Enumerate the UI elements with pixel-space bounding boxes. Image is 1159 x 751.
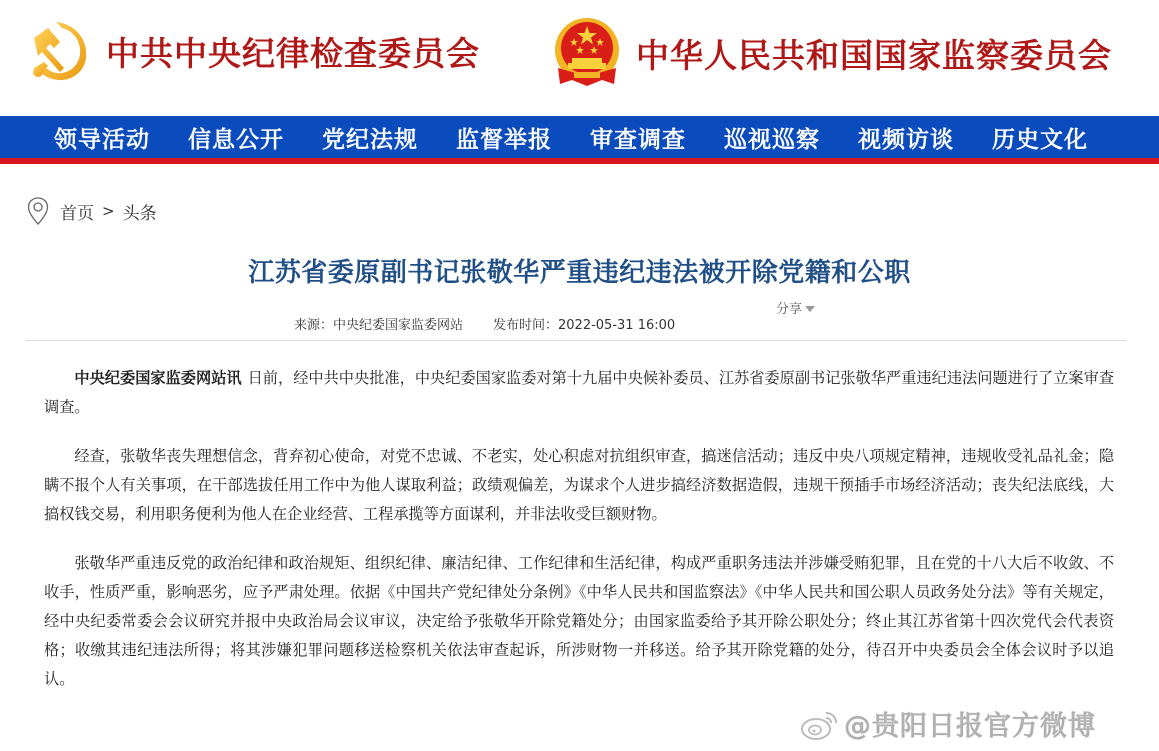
article-meta — [294, 314, 675, 333]
caret-down-icon — [805, 306, 815, 312]
article-body — [44, 364, 1114, 714]
ccdi-logo[interactable] — [26, 18, 480, 84]
party-emblem-icon — [26, 18, 92, 84]
paragraph-text: 经查，张敬华丧失理想信念，背弃初心使命，对党不忠诚、不老实，处心积虑对抗组织审查，搞迷信活动；违反中央八项规定精神，违规收受礼品礼金；隐瞒不报个人有关事项，在干部选拔任用工作中为他人谋取利益；政绩观偏差，为谋求个人进步搞经济数据造假，违规干预插手市场经济活动；丧失纪法底线，大搞权钱交易，利用职务便利为他人在企业经营、工程承揽等方面谋利，并非法收受巨额财物。 — [44, 447, 1114, 523]
nav-item-investigation[interactable]: 审查调查 — [590, 125, 686, 153]
nav-list — [54, 116, 1126, 158]
nav-item-history[interactable]: 历史文化 — [992, 125, 1088, 153]
paragraph-lead: 中央纪委国家监委网站讯 — [74, 369, 242, 387]
breadcrumb-separator: > — [102, 202, 115, 220]
nav-item-regulations[interactable]: 党纪法规 — [322, 125, 418, 153]
breadcrumb-current[interactable]: 头条 — [122, 203, 157, 224]
ccdi-org-name: 中共中央纪律检查委员会 — [106, 33, 480, 73]
meta-divider — [26, 340, 1126, 341]
article-paragraph — [44, 364, 1114, 422]
weibo-icon — [800, 707, 840, 741]
nsc-org-name: 中华人民共和国国家监察委员会 — [636, 35, 1112, 75]
national-emblem-icon — [552, 16, 622, 90]
nav-item-info-disclosure[interactable]: 信息公开 — [188, 125, 284, 153]
nav-item-leadership[interactable]: 领导活动 — [54, 125, 150, 153]
article-source: 来源：中央纪委国家监委网站 — [294, 318, 464, 333]
nsc-logo[interactable] — [552, 16, 1112, 90]
breadcrumb-home[interactable]: 首页 — [60, 203, 94, 224]
weibo-watermark — [800, 704, 1096, 743]
nav-item-report[interactable]: 监督举报 — [456, 125, 552, 153]
masthead — [0, 0, 1159, 116]
article-title: 江苏省委原副书记张敬华严重违纪违法被开除党籍和公职 — [248, 258, 911, 288]
nav-item-video[interactable]: 视频访谈 — [858, 125, 954, 153]
watermark-text: @贵阳日报官方微博 — [844, 711, 1096, 742]
article-publish-time: 发布时间：2022-05-31 16:00 — [493, 318, 676, 333]
paragraph-text: 日前，经中共中央批准，中央纪委国家监委对第十九届中央候补委员、江苏省委原副书记张敬华严重违纪违法问题进行了立案审查调查。 — [44, 369, 1115, 416]
nav-item-inspection[interactable]: 巡视巡察 — [724, 125, 820, 153]
paragraph-text: 张敬华严重违反党的政治纪律和政治规矩、组织纪律、廉洁纪律、工作纪律和生活纪律，构成严重职务违法并涉嫌受贿犯罪，且在党的十八大后不收敛、不收手，性质严重，影响恶劣，应予严肃处理。依据《中国共产党纪律处分条例》《中华人民共和国监察法》《中华人民共和国公职人员政务处分法》等有关规定，经中央纪委常委会会议研究并报中央政治局会议审议，决定给予张敬华开除党籍处分；由国家监委给予其开除公职处分；终止其江苏省第十四次党代会代表资格；收缴其违纪违法所得；将其涉嫌犯罪问题移送检察机关依法审查起诉，所涉财物一并移送。给予其开除党籍的处分，待召开中央委员会全体会议时予以追认。 — [44, 554, 1114, 688]
breadcrumb — [26, 196, 157, 226]
share-button[interactable] — [776, 298, 815, 317]
location-pin-icon — [26, 196, 50, 226]
main-nav — [0, 116, 1159, 158]
article-paragraph — [44, 442, 1114, 529]
nav-red-divider — [0, 158, 1159, 164]
article-paragraph — [44, 549, 1114, 694]
share-label: 分享 — [776, 302, 803, 317]
